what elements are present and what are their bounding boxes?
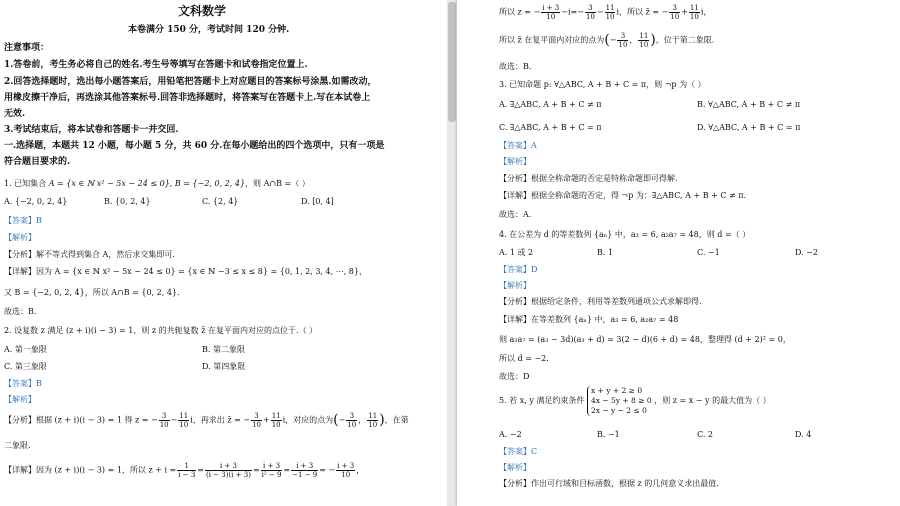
question-1-analysis-tag: 【解析】	[4, 233, 36, 242]
question-4-option-a: A. 1 或 2	[499, 248, 534, 257]
fraction: $\frac{11}{10}$	[179, 412, 189, 429]
question-5-fenxi: 【分析】作出可行域和目标函数，根据 z 的几何意义求出最值.	[499, 479, 719, 488]
question-1-answer: 【答案】B	[4, 216, 42, 225]
document-page-right	[457, 0, 900, 506]
question-3-option-d: D. ∀△ABC, A + B + C = π	[697, 123, 801, 132]
fraction: $\frac{1}{i - 3}$	[178, 462, 196, 479]
question-4-option-c: C. −1	[697, 248, 720, 257]
question-3-choice: 故选：A.	[499, 210, 532, 219]
paper-title: 文科数学	[178, 4, 227, 18]
question-1-xiangjie: 【详解】因为 A = {x ∈ ℕ x² − 5x − 24 ≤ 0} = {x ∈ ℕ −3 ≤ x ≤ 8} = {0, 1, 2, 3, 4, ⋯, 8}，	[4, 267, 367, 276]
notice-item-2-line-2: 用橡皮擦干净后，再选涂其他答案标号.回答非选择题时，将答案写在答题卡上.写在本试卷上	[4, 93, 371, 103]
question-5-answer: 【答案】C	[499, 447, 538, 456]
paper-subtitle: 本卷满分 150 分，考试时间 120 分钟.	[128, 25, 290, 35]
question-5-analysis-tag: 【解析】	[499, 463, 531, 472]
question-4-stem: 4. 在公差为 d 的等差数列 {aₙ} 中，a₃ = 6, a₂a₇ = 48，则 d =（ ）	[499, 230, 751, 239]
q2-continued-z: 所以 z = − $\frac{i + 3}{10}$ −i=− $\frac{3}{10}$ − $\frac{11}{10}$ i，所以 z̄ = − $\frac{3}{10}$ + $\frac{11}{10}$ i，	[499, 4, 712, 21]
question-3-answer: 【答案】A	[499, 141, 537, 150]
question-2-option-b: B. 第二象限	[202, 345, 245, 354]
notice-heading: 注意事项：	[4, 43, 50, 53]
question-2-stem: 2. 设复数 z 满足 (z + i)(i − 3) = 1，则 z 的共轭复数 z̄ 在复平面内对应的点位于.（ ）	[4, 326, 318, 335]
fraction: $\frac{i + 3}{(i - 3)(i + 3)}$	[205, 462, 251, 479]
question-5-option-b: B. −1	[597, 430, 620, 439]
question-1-option-b: B. {0, 2, 4}	[104, 197, 151, 206]
question-4-xiangjie: 【详解】在等差数列 {aₙ} 中，a₃ = 6, a₂a₇ = 48	[499, 315, 679, 324]
question-2-option-a: A. 第一象限	[4, 345, 47, 354]
question-4-option-d: D. −2	[795, 248, 819, 257]
question-1-option-a: A. {−2, 0, 2, 4}	[4, 197, 68, 206]
question-4-option-b: B. 1	[597, 248, 614, 257]
question-2-option-d: D. 第四象限	[202, 362, 246, 371]
question-2-xiangjie: 【详解】因为 (z + i)(i − 3) = 1，所以 z + i = $\frac{1}{i - 3}$ = $\frac{i + 3}{(i - 3)(i + 3)}$ = $\frac{i + 3}{\text{i² − 9}}$ = $\frac{i + 3}{-1 - 9}$ = − $\frac{i + 3}{10}$ ，	[4, 462, 365, 479]
question-5-option-a: A. −2	[499, 430, 522, 439]
question-2-fenxi: 【分析】根据 (z + i)(i − 3) = 1 得 z = − $\frac{3}{10}$ − $\frac{11}{10}$ i，再求出 z̄ = − $\frac{3}{10}$ + $\frac{11}{10}$ i，对应的点为(− $\frac{3}{10}$ ， $\frac{11}{10}$ )，在第	[4, 412, 409, 429]
question-2-option-c: C. 第三象限	[4, 362, 47, 371]
q2-continued-choice: 故选：B.	[499, 62, 532, 71]
question-4-derivation: 则 a₂a₇ = (a₃ − 3d)(a₃ + d) = 3(2 − d)(6 + d) = 48，整理得 (d + 2)² = 0，	[499, 335, 791, 344]
question-3-option-b: B. ∀△ABC, A + B + C ≠ π	[697, 100, 801, 109]
page-gap-scrollbar[interactable]	[447, 0, 457, 506]
fraction: $\frac{11}{10}$	[368, 412, 378, 429]
question-2-fenxi-end: 二象限.	[4, 441, 31, 450]
question-4-result: 所以 d = −2.	[499, 354, 549, 363]
fraction: $\frac{i + 3}{\text{i² − 9}}$	[261, 462, 282, 479]
constraint-system	[587, 386, 652, 416]
fraction: $\frac{3}{10}$	[618, 32, 628, 49]
question-1-fenxi: 【分析】解不等式得到集合 A，然后求交集即可.	[4, 250, 175, 259]
question-1-choice: 故选：B.	[4, 307, 37, 316]
question-2-answer: 【答案】B	[4, 379, 42, 388]
fraction: $\frac{11}{10}$	[271, 412, 281, 429]
fraction: $\frac{11}{10}$	[639, 32, 649, 49]
question-5-stem: 5. 若 x, y 满足约束条件 x + y + 2 ≥ 0 4x − 5y + 8 ≥ 0 2x − y − 2 ≤ 0 ，则 z = x − y 的最大值为（ ）	[499, 386, 771, 415]
notice-item-2-line-3: 无效.	[4, 109, 26, 119]
fraction: $\frac{3}{10}$	[670, 4, 680, 21]
question-4-fenxi: 【分析】根据给定条件，利用等差数列通项公式求解即得.	[499, 297, 702, 306]
fraction: $\frac{3}{10}$	[347, 412, 357, 429]
document-page-left	[0, 0, 447, 506]
fraction: $\frac{i + 3}{10}$	[337, 462, 355, 479]
question-3-fenxi: 【分析】根据全称命题的否定是特称命题即可得解.	[499, 174, 678, 183]
question-5-option-d: D. 4	[795, 430, 812, 439]
question-3-stem: 3. 已知命题 p: ∀△ABC, A + B + C = π，则 ¬p 为（ ）	[499, 80, 706, 89]
notice-item-2-line-1: 2.回答选择题时，选出每小题答案后，用铅笔把答题卡上对应题目的答案标号涂黑.如需改动，	[4, 77, 377, 87]
fraction: $\frac{3}{10}$	[585, 4, 595, 21]
notice-item-1: 1.答卷前，考生务必将自己的姓名.考生号等填写在答题卡和试卷指定位置上.	[4, 60, 308, 70]
notice-item-3: 3.考试结束后，将本试卷和答题卡一并交回.	[4, 125, 179, 135]
section-heading-line-1: 一.选择题，本题共 12 小题，每小题 5 分，共 60 分.在每小题给出的四个选项中，只有一项是	[4, 141, 385, 151]
constraint-2: 4x − 5y + 8 ≥ 0	[590, 396, 652, 405]
section-heading-line-2: 符合题目要求的.	[4, 157, 71, 167]
question-1-option-d: D. [0, 4]	[301, 197, 334, 206]
question-4-choice: 故选：D	[499, 372, 530, 381]
constraint-1: x + y + 2 ≥ 0	[590, 386, 643, 395]
question-4-analysis-tag: 【解析】	[499, 281, 531, 290]
question-3-analysis-tag: 【解析】	[499, 157, 531, 166]
question-5-option-c: C. 2	[697, 430, 714, 439]
scrollbar-thumb[interactable]	[448, 2, 456, 122]
constraint-3: 2x − y − 2 ≤ 0	[590, 406, 647, 415]
question-1-option-c: C. {2, 4}	[202, 197, 239, 206]
question-1-stem: 1. 已知集合 A = {x ∈ ℕ x² − 5x − 24 ≤ 0}, B = {−2, 0, 2, 4}，则 A∩B =（ ）	[4, 179, 310, 188]
question-1-also: 又 B = {−2, 0, 2, 4}，所以 A∩B = {0, 2, 4}.	[4, 288, 180, 297]
fraction: $\frac{3}{10}$	[159, 412, 169, 429]
fraction: $\frac{11}{10}$	[605, 4, 615, 21]
fraction: $\frac{i + 3}{-1 - 9}$	[292, 462, 318, 479]
fraction: $\frac{3}{10}$	[252, 412, 261, 429]
question-3-option-a: A. ∃△ABC, A + B + C ≠ π	[499, 100, 602, 109]
fraction: $\frac{11}{10}$	[689, 4, 699, 21]
question-3-option-c: C. ∃△ABC, A + B + C = π	[499, 123, 602, 132]
question-2-analysis-tag: 【解析】	[4, 395, 36, 404]
fraction: $\frac{i + 3}{10}$	[542, 4, 560, 21]
q2-continued-point: 所以 z̄ 在复平面内对应的点为(− $\frac{3}{10}$ ， $\frac{11}{10}$ )，位于第二象限.	[499, 32, 715, 49]
question-4-answer: 【答案】D	[499, 265, 538, 274]
question-3-xiangjie: 【详解】根据全称命题的否定，得 ¬p 为：∃△ABC, A + B + C ≠ π.	[499, 191, 747, 200]
